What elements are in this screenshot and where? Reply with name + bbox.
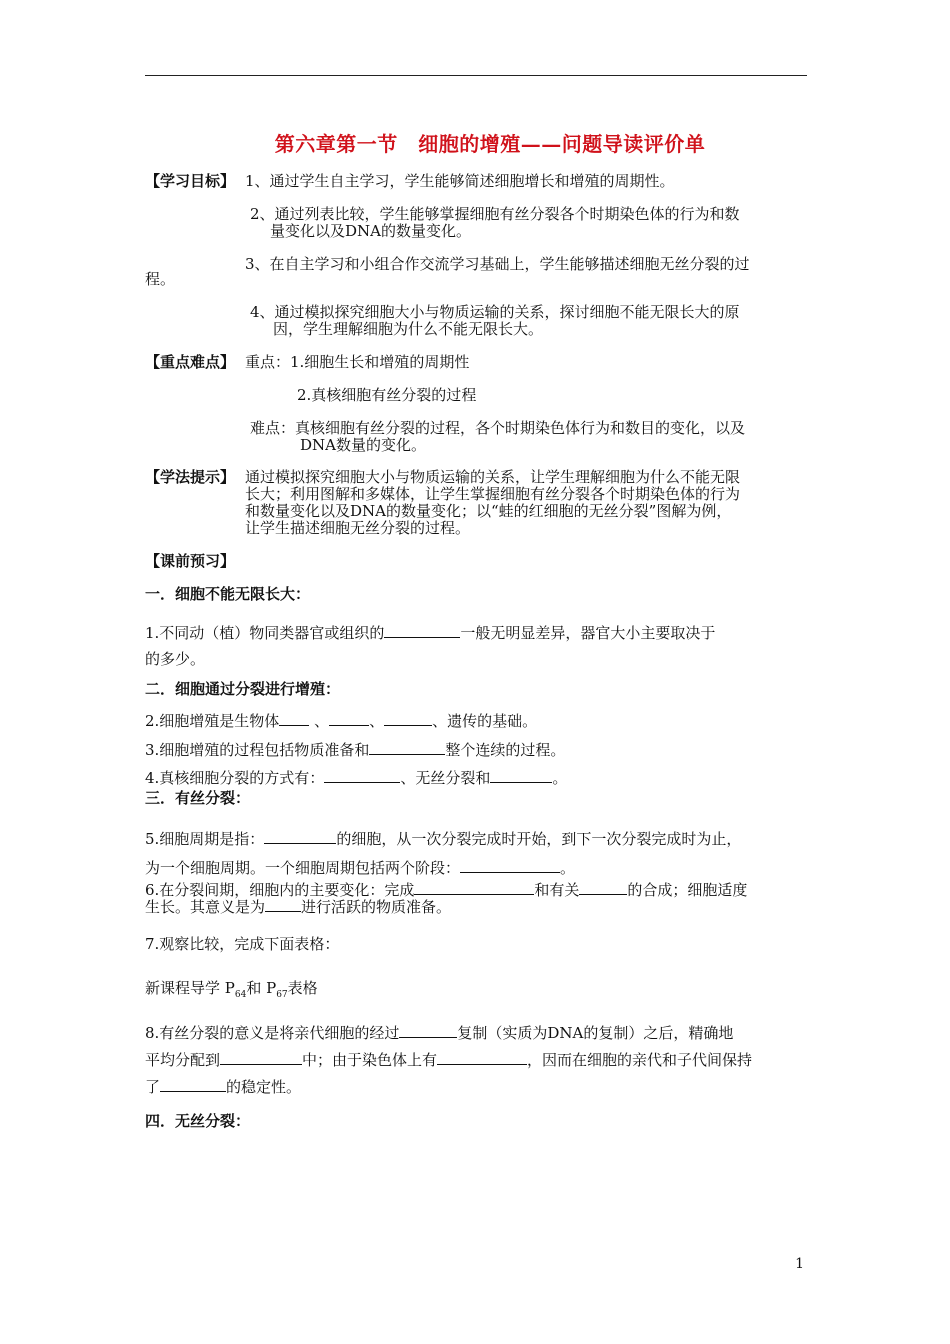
method-line4: 让学生描述细胞无丝分裂的过程。 xyxy=(245,519,471,537)
page-title: 第六章第一节 细胞的增殖——问题导读评价单 xyxy=(274,132,706,156)
question-4 xyxy=(145,766,567,787)
q5-text-b: 的细胞，从一次分裂完成时开始，到下一次分裂完成时为止， xyxy=(336,830,742,848)
difficulty-line2: DNA数量的变化。 xyxy=(300,436,426,454)
objectives-label: 【学习目标】 xyxy=(145,172,236,190)
q5-text-a: 5.细胞周期是指： xyxy=(145,830,265,848)
q8-text-f: 了 xyxy=(145,1078,161,1096)
q7-note-a: 新课程导学 P xyxy=(145,979,235,997)
q2-text-d: 、遗传的基础。 xyxy=(432,712,538,730)
q1-text-a: 1.不同动（植）物同类器官或组织的 xyxy=(145,624,385,642)
q8-blank-3[interactable] xyxy=(437,1048,527,1065)
q8-text-d: 中；由于染色体上有 xyxy=(302,1051,438,1069)
q8-text-a: 8.有丝分裂的意义是将亲代细胞的经过 xyxy=(145,1024,400,1042)
q7-note-c: 表格 xyxy=(287,979,318,997)
objective-4-line1: 4、通过模拟探究细胞大小与物质运输的关系，探讨细胞不能无限长大的原 xyxy=(250,303,740,321)
question-3 xyxy=(145,738,565,759)
q8-text-e: ，因而在细胞的亲代和子代间保持 xyxy=(527,1051,753,1069)
q2-sep-2: 、 xyxy=(369,712,385,730)
q7-note-sub-2: 67 xyxy=(276,990,288,1000)
q8-text-g: 的稳定性。 xyxy=(226,1078,302,1096)
header-rule xyxy=(145,75,807,76)
q7-note-sub-1: 64 xyxy=(234,990,247,1000)
q8-text-b: 复制（实质为DNA的复制）之后，精确地 xyxy=(457,1024,734,1042)
q4-blank-2[interactable] xyxy=(490,766,552,783)
q2-blank-3[interactable] xyxy=(384,709,432,726)
section-4-heading: 四．无丝分裂： xyxy=(145,1112,251,1130)
q6-text-d: 生长。其意义是为 xyxy=(145,898,266,916)
q2-sep-1: 、 xyxy=(314,712,330,730)
method-line2: 长大；利用图解和多媒体，让学生掌握细胞有丝分裂各个时期染色体的行为 xyxy=(245,485,741,503)
question-8-line1 xyxy=(145,1021,733,1042)
q3-blank[interactable] xyxy=(369,738,445,755)
section-2-heading: 二．细胞通过分裂进行增殖： xyxy=(145,680,341,698)
q7-note-b: 和 P xyxy=(246,979,277,997)
question-5-line2 xyxy=(145,856,575,877)
q6-text-b: 和有关 xyxy=(534,881,580,899)
q3-text-a: 3.细胞增殖的过程包括物质准备和 xyxy=(145,741,370,759)
q6-text-e: 进行活跃的物质准备。 xyxy=(301,898,452,916)
question-7-note xyxy=(145,979,318,1004)
q8-blank-2[interactable] xyxy=(220,1048,302,1065)
objective-4-line2: 因，学生理解细胞为什么不能无限长大。 xyxy=(273,320,544,338)
q5-blank-1[interactable] xyxy=(264,827,336,844)
q6-blank-2[interactable] xyxy=(579,878,627,895)
question-6-line2 xyxy=(145,895,451,916)
question-8-line2 xyxy=(145,1048,752,1069)
question-1-line1 xyxy=(145,621,715,642)
q1-text-b: 一般无明显差异，器官大小主要取决于 xyxy=(460,624,716,642)
method-line3: 和数量变化以及DNA的数量变化；以“蛙的红细胞的无丝分裂”图解为例， xyxy=(245,502,732,520)
question-2 xyxy=(145,709,537,730)
preview-label: 【课前预习】 xyxy=(145,552,236,570)
objective-3-line1: 3、在自主学习和小组合作交流学习基础上，学生能够描述细胞无丝分裂的过 xyxy=(245,255,750,273)
q6-text-a: 6.在分裂间期，细胞内的主要变化：完成 xyxy=(145,881,415,899)
q2-text-a: 2.细胞增殖是生物体 xyxy=(145,712,280,730)
method-line1: 通过模拟探究细胞大小与物质运输的关系，让学生理解细胞为什么不能无限 xyxy=(245,468,741,486)
difficulty-line1: 难点：真核细胞有丝分裂的过程，各个时期染色体行为和数目的变化，以及 xyxy=(250,419,746,437)
q5-text-c: 为一个细胞周期。一个细胞周期包括两个阶段： xyxy=(145,859,461,877)
keypoints-label: 【重点难点】 xyxy=(145,353,236,371)
q8-blank-1[interactable] xyxy=(399,1021,457,1038)
q6-blank-3[interactable] xyxy=(265,895,301,912)
keypoint-2: 2.真核细胞有丝分裂的过程 xyxy=(297,386,477,404)
question-8-line3 xyxy=(145,1075,301,1096)
q2-blank-1[interactable] xyxy=(279,709,309,726)
objective-2-line2: 量变化以及DNA的数量变化。 xyxy=(270,222,471,240)
question-5-line1 xyxy=(145,827,741,848)
q5-text-d: 。 xyxy=(560,859,576,877)
q4-text-a: 4.真核细胞分裂的方式有： xyxy=(145,769,325,787)
page-number: 1 xyxy=(795,1256,804,1272)
q4-text-b: 、无丝分裂和 xyxy=(400,769,491,787)
q1-blank[interactable] xyxy=(384,621,460,638)
q6-blank-1[interactable] xyxy=(414,878,534,895)
keypoint-1: 重点：1.细胞生长和增殖的周期性 xyxy=(245,353,470,371)
q8-text-c: 平均分配到 xyxy=(145,1051,221,1069)
q6-text-c: 的合成；细胞适度 xyxy=(627,881,748,899)
q4-text-c: 。 xyxy=(552,769,568,787)
q4-blank-1[interactable] xyxy=(324,766,400,783)
section-3-heading: 三．有丝分裂： xyxy=(145,789,251,807)
question-1-line2: 的多少。 xyxy=(145,650,206,668)
objective-1: 1、通过学生自主学习，学生能够简述细胞增长和增殖的周期性。 xyxy=(245,172,675,190)
method-label: 【学法提示】 xyxy=(145,468,236,486)
question-7: 7.观察比较，完成下面表格： xyxy=(145,935,340,953)
q3-text-b: 整个连续的过程。 xyxy=(445,741,566,759)
section-1-heading: 一．细胞不能无限长大： xyxy=(145,585,311,603)
objective-3-line2: 程。 xyxy=(145,270,176,288)
q8-blank-4[interactable] xyxy=(160,1075,226,1092)
q2-blank-2[interactable] xyxy=(329,709,369,726)
objective-2-line1: 2、通过列表比较，学生能够掌握细胞有丝分裂各个时期染色体的行为和数 xyxy=(250,205,740,223)
q5-blank-2[interactable] xyxy=(460,856,560,873)
